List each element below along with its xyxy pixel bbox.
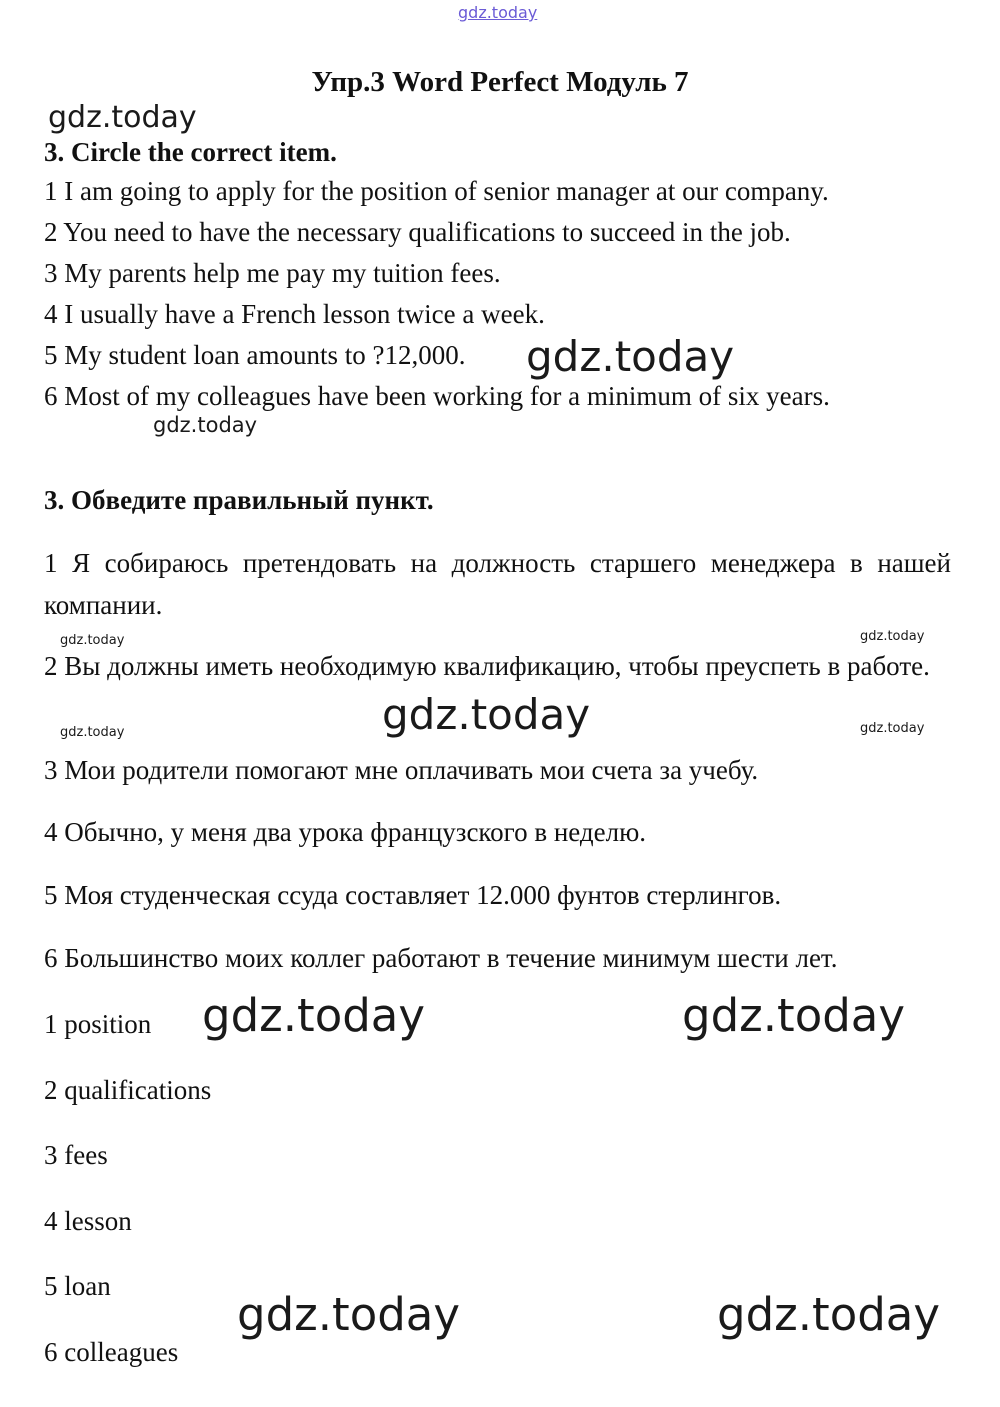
answer-4: 4 lesson	[44, 1206, 132, 1236]
answer-5: 5 loan	[44, 1271, 111, 1301]
russian-sentence-3: 3 Мои родители помогают мне оплачивать мои счета за учебу.	[44, 755, 759, 785]
russian-sentence-5: 5 Моя студенческая ссуда составляет 12.000 фунтов стерлингов.	[44, 880, 782, 910]
english-sentence-5: 5 My student loan amounts to ?12,000.	[44, 340, 466, 370]
page-title: Упр.3 Word Perfect Модуль 7	[311, 66, 689, 98]
english-sentence-1: 1 I am going to apply for the position of senior manager at our company.	[44, 176, 829, 206]
watermark: gdz.today	[48, 100, 197, 135]
answer-2: 2 qualifications	[44, 1075, 212, 1105]
english-sentence-6: 6 Most of my colleagues have been working for a minimum of six years.	[44, 381, 830, 411]
russian-sentence-6: 6 Большинство моих коллег работают в течение минимум шести лет.	[44, 943, 838, 973]
russian-sentence-2: 2 Вы должны иметь необходимую квалификацию, чтобы преуспеть в работе.	[44, 651, 930, 681]
answer-6: 6 colleagues	[44, 1337, 179, 1367]
russian-sentence-1: 1 Я собираюсь претендовать на должность старшего менеджера в нашей компании.	[44, 548, 951, 620]
watermark: gdz.today	[60, 633, 125, 648]
watermark: gdz.today	[153, 413, 258, 437]
watermark: gdz.today	[860, 629, 925, 644]
watermark: gdz.today	[237, 1288, 461, 1341]
watermark: gdz.today	[860, 721, 925, 736]
english-sentence-2: 2 You need to have the necessary qualifications to succeed in the job.	[44, 217, 791, 247]
english-sentence-4: 4 I usually have a French lesson twice a week.	[44, 299, 545, 329]
english-heading: 3. Circle the correct item.	[44, 137, 337, 167]
watermark-link[interactable]: gdz.today	[458, 3, 538, 22]
russian-sentence-4: 4 Обычно, у меня два урока французского в неделю.	[44, 817, 647, 847]
watermark: gdz.today	[717, 1288, 941, 1341]
watermark: gdz.today	[526, 332, 735, 381]
watermark: gdz.today	[682, 989, 906, 1042]
watermark: gdz.today	[60, 725, 125, 740]
watermark: gdz.today	[202, 989, 426, 1042]
english-sentence-3: 3 My parents help me pay my tuition fees.	[44, 258, 501, 288]
watermark: gdz.today	[382, 690, 591, 739]
russian-heading: 3. Обведите правильный пункт.	[44, 485, 434, 515]
answer-3: 3 fees	[44, 1140, 108, 1170]
answer-1: 1 position	[44, 1009, 152, 1039]
